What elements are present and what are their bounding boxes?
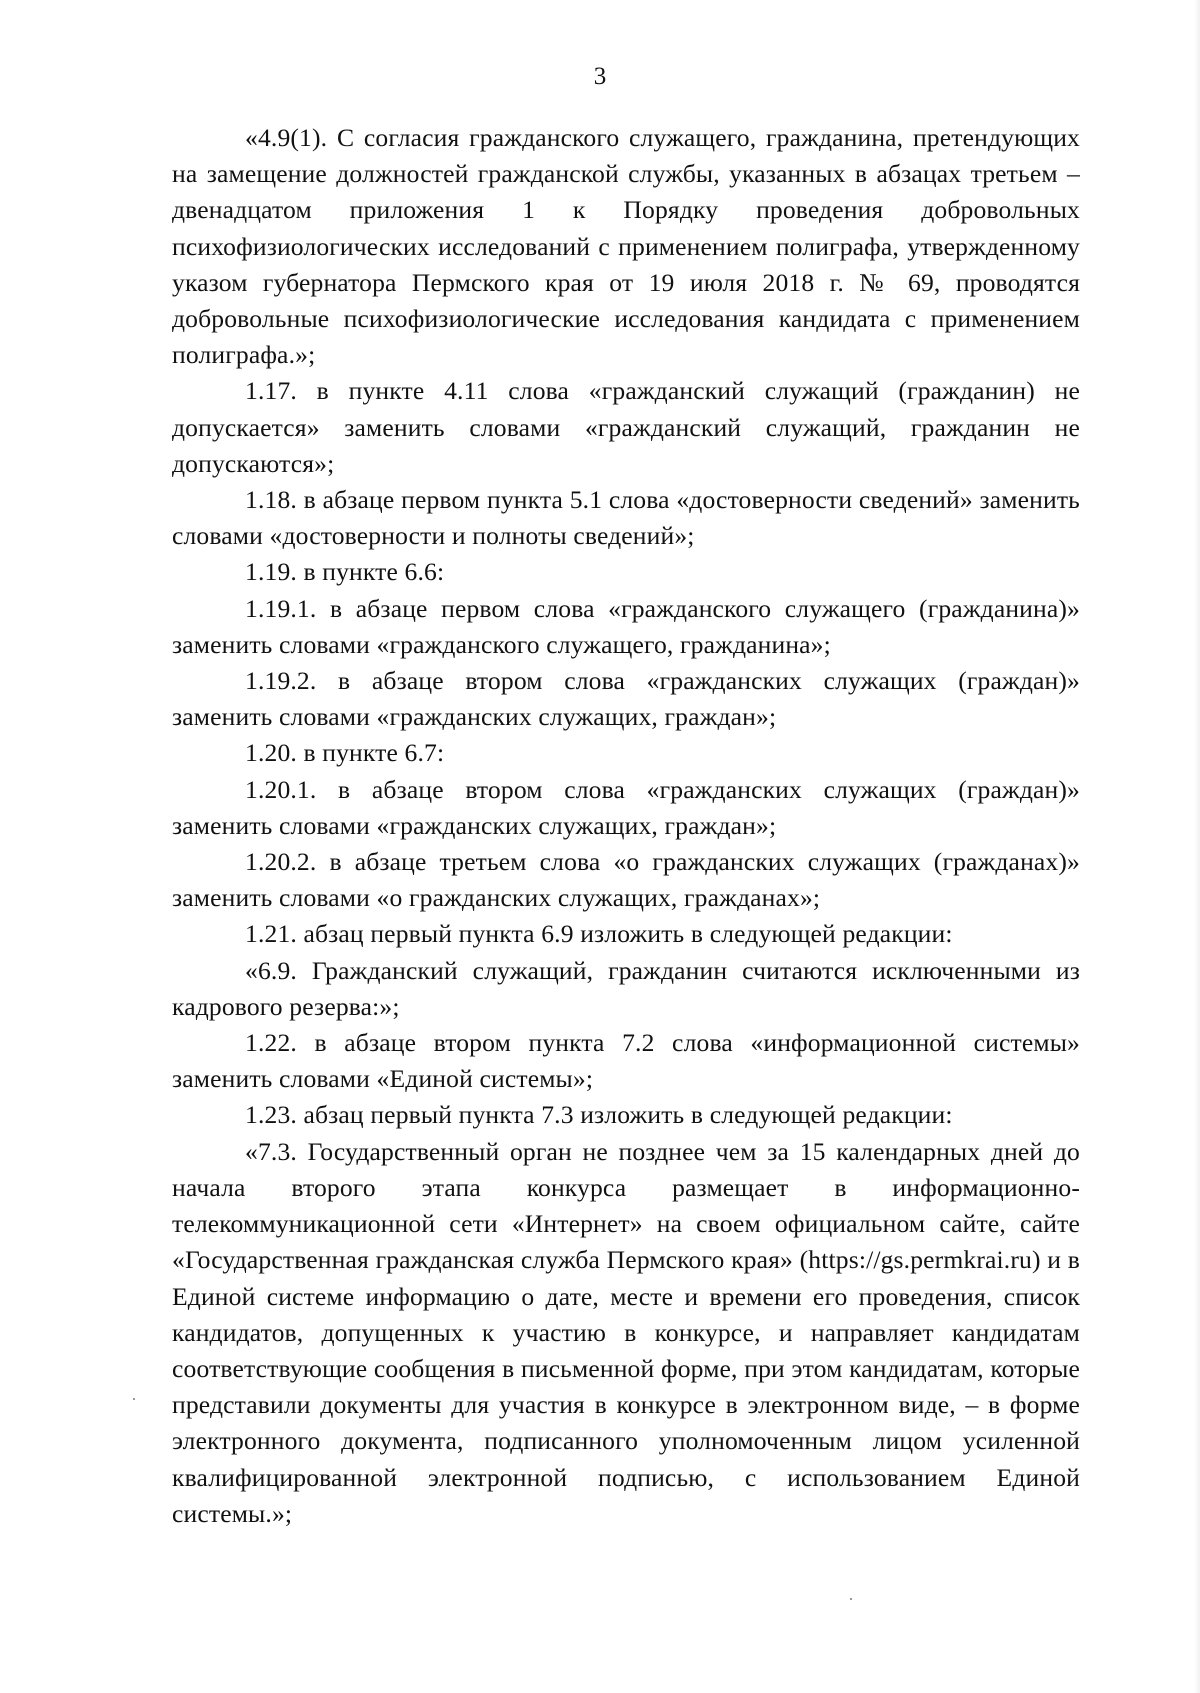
paragraph-1-20-2: 1.20.2. в абзаце третьем слова «о гражданских служащих (гражданах)» заменить словами «о гражданских служащих, гражданах»; (172, 847, 1080, 913)
paragraph-7-3: «7.3. Государственный орган не позднее чем за 15 календарных дней до начала второго этапа конкурса размещает в информационно-телекоммуникационной сети «Интернет» на своем официальном сайте, сайте «Государственная гражданская служба Пермского края» (https://gs.permkrai.ru) и в Единой системе информацию о дате, месте и времени его проведения, список кандидатов, допущенных к участию в конкурсе, и направляет кандидатам соответствующие сообщения в письменной форме, при этом кандидатам, которые представили документы для участия в конкурсе в электронном виде, – в форме электронного документа, подписанного уполномоченным лицом усиленной квалифицированной электронной подписью, с использованием Единой системы.»; (172, 1136, 1080, 1528)
scan-speck (133, 1398, 135, 1400)
paragraph-1-21: 1.21. абзац первый пункта 6.9 изложить в следующей редакции: (245, 919, 953, 949)
paragraph-1-20: 1.20. в пункте 6.7: (245, 738, 445, 768)
document-body (172, 120, 1080, 1532)
paragraph-1-23: 1.23. абзац первый пункта 7.3 изложить в следующей редакции: (245, 1100, 953, 1130)
paragraph-1-22: 1.22. в абзаце втором пункта 7.2 слова «информационной системы» заменить словами «Единой системы»; (172, 1028, 1080, 1094)
page-number: 3 (593, 63, 607, 90)
paragraph-4-9-1: «4.9(1). С согласия гражданского служащего, гражданина, претендующих на замещение должностей гражданской службы, указанных в абзацах третьем – двенадцатом приложения 1 к Порядку проведения добровольных психофизиологических исследований с применением полиграфа, утвержденному указом губернатора Пермского края от 19 июля 2018 г. № 69, проводятся добровольные психофизиологические исследования кандидата с применением полиграфа.»; (172, 123, 1080, 370)
paragraph-6-9: «6.9. Гражданский служащий, гражданин считаются исключенными из кадрового резерва:»; (172, 955, 1080, 1021)
paragraph-1-19: 1.19. в пункте 6.6: (245, 557, 445, 587)
paragraph-1-19-1: 1.19.1. в абзаце первом слова «гражданского служащего (гражданина)» заменить словами «гражданского служащего, гражданина»; (172, 593, 1080, 659)
paragraph-1-18: 1.18. в абзаце первом пункта 5.1 слова «достоверности сведений» заменить словами «достоверности и полноты сведений»; (172, 485, 1080, 551)
paragraph-1-20-1: 1.20.1. в абзаце втором слова «гражданских служащих (граждан)» заменить словами «гражданских служащих, граждан»; (172, 774, 1080, 840)
scan-edge (1194, 0, 1200, 1693)
paragraph-1-17: 1.17. в пункте 4.11 слова «гражданский служащий (гражданин) не допускается» заменить словами «гражданский служащий, гражданин не допускаются»; (172, 376, 1080, 478)
paragraph-1-19-2: 1.19.2. в абзаце втором слова «гражданских служащих (граждан)» заменить словами «гражданских служащих, граждан»; (172, 666, 1080, 732)
scan-speck (850, 1598, 852, 1600)
